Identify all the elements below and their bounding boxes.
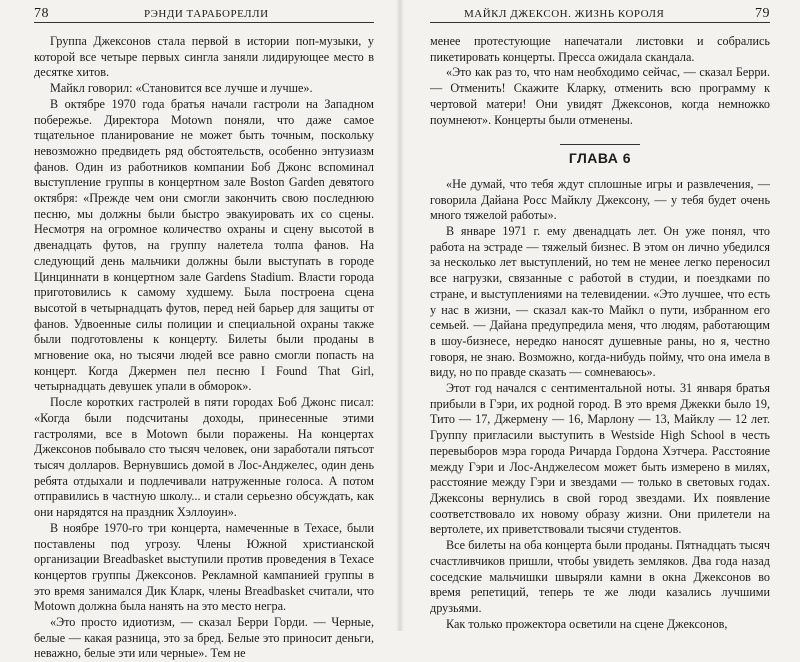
left-header-rule	[34, 22, 374, 23]
paragraph: Этот год начался с сентиментальной ноты. 31 января братья прибыли в Гэри, их родной город. В это время Джекки было 19, Тито — 17, Джермену — 16, Марлону — 13, Майклу — 12 лет. Группу пригласили выступить в Westside High School в честь перевыборов мэра города Ричарда Гордона Хэтчера. Расстояние между Гэри и Лос-Анджелесом может быть измерено в милях, расстояние между Гэри и звездами — только в световых годах. Джексоны вернулись в свой город звездами. Их появление соответствовало их новому образу жизни. Они прилетели на вертолете, их приветствовали тысячи студентов.	[430, 381, 770, 537]
paragraph: менее протестующие напечатали листовки и собрались пикетировать концерты. Пресса ожидала скандала.	[430, 34, 770, 64]
paragraph: «Это просто идиотизм, — сказал Берри Горди. — Черные, белые — какая разница, это за бред. Белые это приносит деньги, неважно, белые эти или черные». Тем не	[34, 615, 374, 661]
paragraph: В январе 1971 г. ему двенадцать лет. Он уже понял, что работа на эстраде — тяжелый бизнес. В этом он лично убедился за несколько лет выступлений, но тем не менее легко переносил все нагрузки, связанные с работой в студии, и поездками по стране, и выступлениями на телевидении. «Это лучшее, что есть у нас в жизни, — сказал как-то Майкл о пути, избранном его семьей. — Дайана предупредила меня, что людям, работающим в шоу-бизнесе, нередко наносят душевные раны, но я, честно говоря, не знаю. Возможно, когда-нибудь пойму, что она имела в виду, но по правде сказать — сомневаюсь».	[430, 224, 770, 380]
paragraph: Группа Джексонов стала первой в истории поп-музыки, у которой все четыре первых сингла заняли лидирующее место в десятке хитов.	[34, 34, 374, 80]
right-page-text	[430, 34, 770, 632]
right-running-title: МАЙКЛ ДЖЕКСОН. ЖИЗНЬ КОРОЛЯ	[464, 8, 665, 20]
paragraph: После коротких гастролей в пяти городах Боб Джонс писал: «Когда были подсчитаны доходы, принесенные этими гастролями, все в Motown были поражены. На концертах Джексонов побывало сто тысяч человек, они заработали пятьсот тысяч долларов. Вернувшись домой в Лос-Анджелес, один день ребята отдыхали и подлечивали натруженные голоса. А потом отправились в частную школу... и стали серьезно обсуждать, как они нарядятся на праздник Хэллоуин».	[34, 395, 374, 520]
right-page-number: 79	[755, 6, 770, 21]
left-page	[0, 0, 400, 661]
left-page-header	[34, 6, 374, 26]
paragraph: В ноябре 1970-го три концерта, намеченные в Техасе, были поставлены под угрозу. Члены Южной христианской организации Breadbasket выступили против проведения в Техасе концертов группы Джексонов. Рекламной кампанией группы в это время занимался Дик Кларк, члены Breadbasket считали, что Motown должна была нанять на это место негра.	[34, 520, 374, 614]
paragraph: В октябре 1970 года братья начали гастроли на Западном побережье. Директора Motown поняли, что даже самое тщательное планирование не может быть точным, поскольку невозможно предвидеть ряд обстоятельств, особенно энтузиазм фанов. Один из работников компании Боб Джонс вспоминал выступление группы в концертном зале Boston Garden девятого октября: «Прежде чем они смогли закончить свою последнюю песню, мы должны были быстро эвакуировать их со сцены. Несмотря на огромное количество охраны и сцену высотой в двенадцать футов, на группу налетела толпа фанов. На следующий день мальчики должны были выступать в городе Цинциннати в концертном зале Gardens Stadium. Власти города приготовились к самому худшему. Была построена сцена высотой в четырнадцать футов, перед ней барьер для защиты от фанов. Удвоенные силы полиции и специальной охраны также были подготовлены к концерту. Билеты были проданы в мгновение ока, но тысячи людей все равно смогли попасть на концерт. Когда Джермен пел песню I Found That Girl, четырнадцать девушек упали в обморок».	[34, 96, 374, 394]
left-running-title: РЭНДИ ТАРАБОРЕЛЛИ	[144, 8, 269, 20]
paragraph: Как только прожектора осветили на сцене Джексонов,	[446, 616, 728, 631]
paragraph: Майкл говорил: «Становится все лучше и лучше».	[50, 81, 313, 96]
left-page-text	[34, 34, 374, 662]
right-page-header	[430, 6, 770, 26]
paragraph: Все билеты на оба концерта были проданы. Пятнадцать тысяч счастливчиков пришли, чтобы увидеть земляков. Два года назад соседские мальчишки швыряли камни в окна Джексонов во время репетиций, теперь те же люди казались лучшими друзьями.	[430, 538, 770, 615]
right-page	[400, 0, 800, 631]
left-page-number: 78	[34, 6, 49, 21]
chapter-rule	[560, 144, 640, 145]
paragraph: «Не думай, что тебя ждут сплошные игры и развлечения, — говорила Дайана Росс Майклу Джексону, — у тебя будет очень много тяжелой работы».	[430, 176, 770, 223]
chapter-title: ГЛАВА 6	[568, 150, 632, 167]
paragraph: «Это как раз то, что нам необходимо сейчас, — сказал Берри. — Отменить! Скажите Кларку, отменить всю программу к чертовой матери! Они увидят Джексонов, когда немножко поумнеют». Концерты были отменены.	[430, 65, 770, 127]
chapter-heading	[430, 144, 770, 167]
right-header-rule	[430, 22, 770, 23]
